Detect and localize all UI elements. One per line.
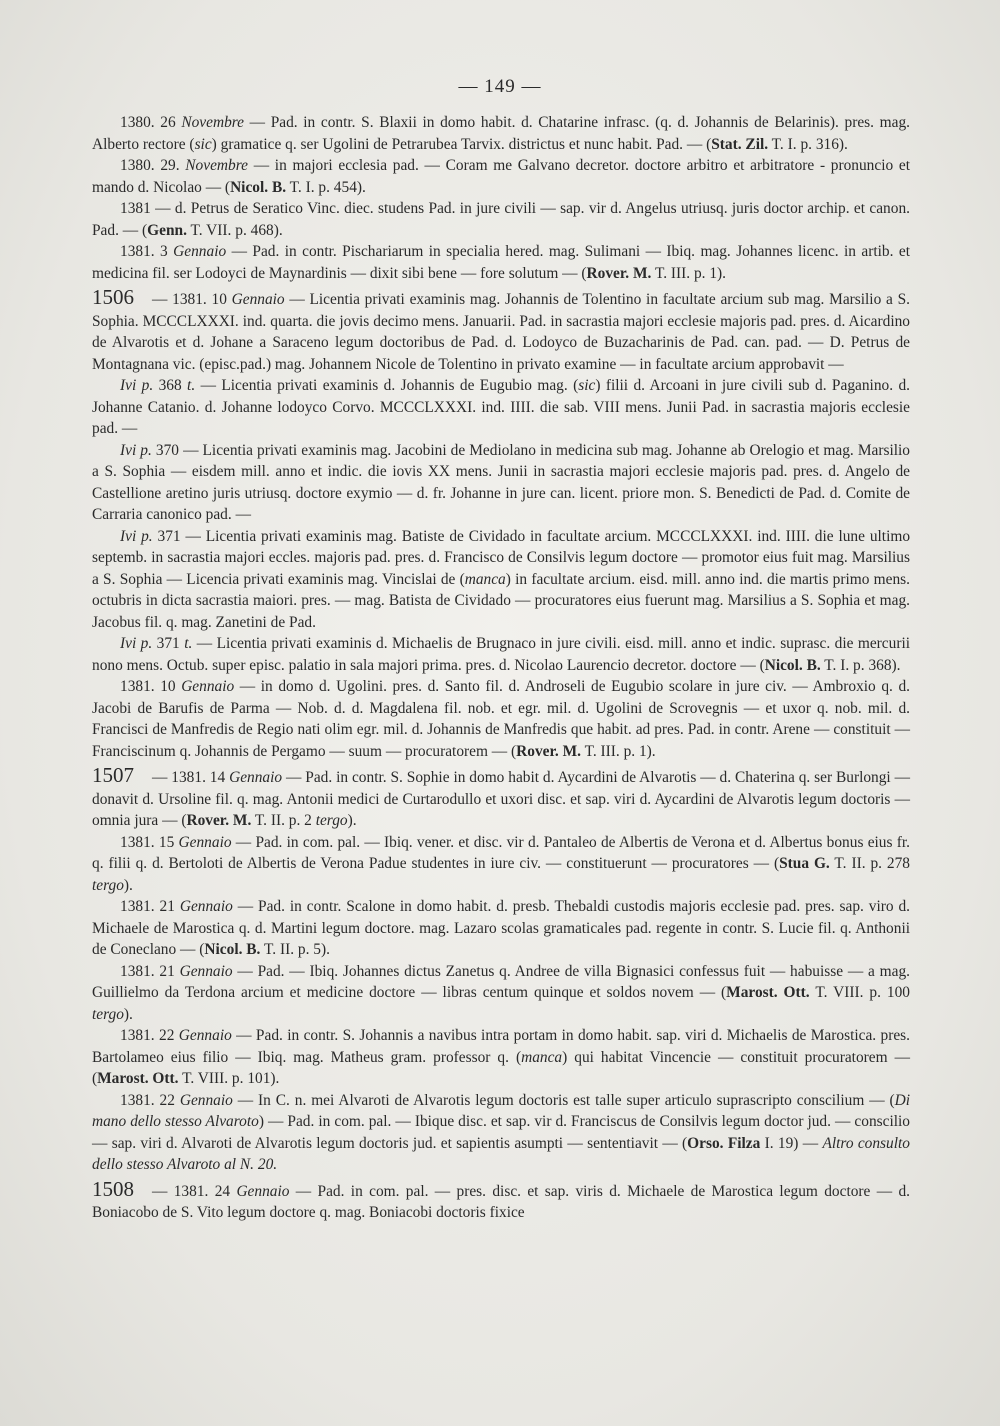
entry-text: — Licentia privati examinis d. Michaelis de Brugnaco in jure civili. eisd. mill. anno et indic. suprasc. die mercurii nono mens. Octub. super episc. palatio in sala majori prima. pres. d. Nicolao Laurencio decretor. doctore — ( — [92, 635, 911, 674]
entry-text: T. II. p. 5). — [260, 941, 330, 958]
italic-text: t. — [184, 635, 193, 652]
entry-text: ) — Pad. in com. pal. — Ibique disc. et sap. vir d. Franciscus de Consilvis legum doctor jud. — conscilio — sap. viri d. Alvaroti de Alvarotis legum doctoris jud. et sapientis asumpti — sententiavit — ( — [92, 1113, 910, 1152]
entry-text: — 1381. 24 — [152, 1182, 237, 1200]
entry-text: — Pad. in contr. S. Johannis a navibus intra portam in domo habit. sap. viri d. Michaelis de Marostica. pres. Bartolameo eius filio — Ibiq. mag. Matheus gram. professor q. ( — [92, 1027, 910, 1066]
page-number: — 149 — — [458, 76, 542, 97]
entry-number: 1508 — [92, 1176, 134, 1201]
entry-text: — Licentia privati examinis d. Johannis de Eugubio mag. ( — [195, 377, 579, 394]
italic-text: tergo — [92, 876, 124, 894]
italic-text: tergo — [92, 1005, 124, 1023]
document-entry — [92, 526, 910, 634]
entry-text: T. VII. p. 468). — [186, 221, 283, 239]
entry-text: 1380. 29. — [120, 157, 186, 174]
entry-text: 1381. 22 — [120, 1027, 179, 1044]
entry-text: ). — [123, 876, 133, 894]
entry-text: 1381. 15 — [120, 833, 179, 851]
entry-text: ). — [123, 1005, 133, 1023]
entry-text: T. II. p. 278 — [829, 855, 910, 872]
italic-text: Di mano dello stesso Alvaroto — [92, 1091, 911, 1130]
entry-text: 1380. 26 — [120, 114, 182, 131]
entry-text: ) gramatice q. ser Ugolini de Petrarubea Tarvix. districtus et nunc habit. Pad. — ( — [211, 135, 712, 153]
italic-text: Gennaio — [179, 1091, 233, 1109]
entry-text: ) filii d. Arcoani in jure civili sub d. Paganino. d. Johanne Catanio. d. Johanne lodoyco Corvo. MCCCLXXXI. ind. IIII. die sab. VIII mens. Junii Pad. in sacrastia majoris ecclesie pad. — — [92, 377, 910, 437]
entry-text: — Pad. in contr. S. Blaxii in domo habit. d. Chatarine infrasc. (q. d. Johannis de Belarinis). pres. mag. Alberto rectore ( — [92, 114, 910, 153]
italic-text: Novembre — [185, 157, 248, 174]
italic-text: Ivi p. — [120, 527, 153, 545]
italic-text: Gennaio — [236, 1182, 290, 1200]
italic-text: Gennaio — [229, 769, 283, 786]
entry-text: T. VIII. p. 100 — [809, 984, 910, 1001]
document-entry — [92, 241, 910, 284]
entry-text: — Pad. in contr. Pischariarum in specialia hered. mag. Sulimani — Ibiq. mag. Johannes licenc. in artib. et medicina fil. ser Lodoyci de Maynardinis — dixit sibi bene — fore solutum — ( — [92, 243, 910, 282]
document-body — [92, 112, 910, 1224]
entry-text: — Pad. in com. pal. — Ibiq. vener. et disc. vir d. Pantaleo de Albertis de Verona et d. Albertus bonus eius fr. q. filii q. d. Bertoloti de Albertis de Verona Padue studentes in iure civ. — constituerunt — procuratores — ( — [92, 833, 910, 872]
entry-text: 370 — Licentia privati examinis mag. Jacobini de Mediolano in medicina sub mag. Johanne ab Orelogio et mag. Marsilio a S. Sophia — eisdem mill. anno et indic. die iovis XX mens. Junii in sacrastia majori ecclesie majoris pad. pres. d. Angelo de Castellione aretino juris utriusq. doctore exymio — d. fr. Johanne in jure can. licent. priore mon. S. Benedicti de Pad. d. Comite de Carraria canonico pad. — — [92, 441, 910, 523]
source-citation: Nicol. B. — [764, 656, 821, 674]
entry-text: T. III. p. 1). — [651, 264, 727, 282]
entry-text: T. I. p. 316). — [768, 135, 848, 153]
source-citation: Stua G. — [779, 855, 830, 872]
italic-text: Gennaio — [173, 243, 227, 260]
italic-text: Gennaio — [179, 898, 233, 915]
document-entry — [92, 1025, 910, 1090]
entry-text: 371 — [152, 635, 185, 652]
entry-text: — Pad. in contr. S. Sophie in domo habit d. Aycardini de Alvarotis — d. Chaterina q. ser Burlongi — donavit d. Ursoline fil. q. mag. Antonii medici de Curtarodullo et uxori disc. et sap. viri d. Aycardini de Alvarotis legum doctoris — omnia jura — ( — [92, 769, 910, 829]
source-citation: Stat. Zil. — [711, 135, 769, 153]
entry-text: 1381. 3 — [120, 243, 174, 260]
entry-text: 1381. 10 — [120, 678, 182, 695]
entry-text: — in domo d. Ugolini. pres. d. Santo fil. d. Androseli de Eugubio scolare in jure civ. — Ambroxio q. d. Jacobi de Barufis de Parma — Nob. d. d. Magdalena fil. nob. et egr. mil. d. Ugolini de Scrovegnis — et uxor q. nob. mil. d. Francisci de Manfredis de Regio nati olim egr. mil. d. Johannis de Manfredis que habit. ad pres. Pad. in contr. Arene — constituit — Franciscinum q. Johannis de Pergamo — suum — procuratorem — ( — [92, 678, 910, 760]
document-entry — [92, 287, 910, 375]
entry-text: 368 — [153, 377, 188, 394]
italic-text: Ivi p. — [120, 377, 154, 394]
entry-text: ) in facultate arcium. eisd. mill. anno ind. die martis primo mens. octubris in dicta sacrastia maiori. pres. — mag. Batista de Cividado — procuratores eius fuerunt mag. Marsilius a S. Sophia et mag. Jacobus fil. q. mag. Zanetini de Pad. — [92, 570, 910, 631]
source-citation: Marost. Ott. — [726, 984, 810, 1001]
document-entry — [92, 375, 910, 440]
entry-text: 1381. 21 — [120, 962, 180, 980]
source-citation: Nicol. B. — [204, 941, 261, 958]
source-citation: Nicol. B. — [230, 178, 287, 196]
entry-text: 1381. 21 — [120, 898, 180, 915]
entry-text: — 1381. 14 — [152, 769, 230, 786]
entry-text: T. VIII. p. 101). — [178, 1070, 280, 1087]
entry-number: 1506 — [92, 285, 134, 309]
source-citation: Orso. Filza — [687, 1134, 761, 1152]
entry-text: 371 — Licentia privati examinis mag. Batiste de Cividado in facultate arcium. MCCCLXXXI. ind. IIII. die lune ultimo septemb. in sacrastia majori eccles. majoris pad. pres. d. Francisco de Consilvis legum doctore — promotor eius fuit mag. Marsilius a S. Sophia — Licencia privati examinis mag. Vincislai de ( — [92, 527, 911, 588]
entry-text: 1381. 22 — [120, 1091, 180, 1109]
document-entry — [92, 440, 910, 526]
entry-text: — Pad. in contr. Scalone in domo habit. d. presb. Thebaldi custodis majoris ecclesie pad. pres. sap. viro d. Michaele de Marostica q. d. Martini legum doctore. mag. Lazaro scolas gramaticales pad. regente in contr. S. Lucie fil. q. Anthonii de Coneclano — ( — [92, 898, 910, 958]
italic-text: sic — [578, 377, 596, 394]
entry-text: — Licentia privati examinis mag. Johannis de Tolentino in facultate arcium sub mag. Marsilio a S. Sophia. MCCCLXXXI. ind. quarta. die jovis decimo mens. Januarii. Pad. in sacrastia majori ecclesie majoris pad. pres. d. Aicardino de Alvarotis et d. Johane a Saraceno legum doctoribus de Pad. d. Lodoyco de Buzacharinis de Pad. can. pad. — D. Petrus de Montagnana vic. (episc.pad.) mag. Johannem Nicole de Tolentino in privato examine — in facultate arcium approbavit — — [92, 291, 910, 373]
source-citation: Rover. M. — [586, 264, 652, 282]
entry-text: — In C. n. mei Alvaroti de Alvarotis legum doctoris est talle super articulo suprascripto conscilium — ( — [232, 1091, 895, 1109]
italic-text: Gennaio — [231, 291, 285, 308]
document-entry — [92, 765, 910, 832]
italic-text: sic — [194, 135, 212, 153]
italic-text: tergo — [315, 812, 348, 829]
entry-text: T. III. p. 1). — [581, 742, 656, 760]
document-entry — [92, 676, 910, 762]
entry-text: — in majori ecclesia pad. — Coram me Galvano decretor. doctore arbitro et arbitratore - pronuncio et mando d. Nicolao — ( — [92, 157, 910, 196]
document-entry — [92, 832, 910, 897]
entry-text: — Pad. in com. pal. — pres. disc. et sap. viris d. Michaele de Marostica legum doctore — d. Boniacobo de S. Vito legum doctore q. mag. Boniacobi doctoris fixice — [92, 1182, 910, 1221]
document-entry — [92, 1176, 910, 1224]
entry-text: ). — [347, 812, 357, 829]
italic-text: Gennaio — [178, 833, 232, 851]
italic-text: manca — [464, 570, 506, 588]
document-entry — [92, 896, 910, 961]
entry-text: 1381 — d. Petrus de Seratico Vinc. diec. studens Pad. in jure civili — sap. vir d. Angelus utriusq. juris doctor archip. et canon. Pad. — ( — [92, 200, 910, 239]
italic-text: Gennaio — [178, 1027, 232, 1044]
italic-text: Altro consulto dello stesso Alvaroto al N. 20. — [92, 1134, 910, 1173]
source-citation: Rover. M. — [516, 742, 581, 760]
entry-text: T. II. p. 2 — [251, 812, 316, 829]
document-entry — [92, 155, 910, 198]
italic-text: Ivi p. — [120, 441, 152, 459]
document-entry — [92, 112, 910, 155]
entry-text: T. I. p. 454). — [286, 178, 366, 196]
source-citation: Marost. Ott. — [97, 1070, 179, 1087]
italic-text: t. — [187, 377, 196, 394]
entry-text: I. 19) — — [760, 1134, 823, 1152]
entry-text: ) qui habitat Vincencie — constituit procuratorem — ( — [92, 1048, 910, 1087]
document-entry — [92, 198, 910, 241]
entry-text: — Pad. — Ibiq. Johannes dictus Zanetus q. Andree de villa Bignasici confessus fuit — habuisse — a mag. Guillielmo da Terdona arcium et medicine doctore — libras centum quinque et soldos novem — ( — [92, 962, 910, 1001]
source-citation: Genn. — [147, 221, 187, 239]
italic-text: Ivi p. — [120, 635, 153, 652]
document-entry — [92, 1090, 910, 1176]
italic-text: Gennaio — [179, 962, 233, 980]
source-citation: Rover. M. — [186, 812, 252, 829]
entry-text: T. I. p. 368). — [820, 656, 901, 674]
entry-text: — 1381. 10 — [152, 291, 232, 308]
italic-text: Novembre — [181, 114, 245, 131]
italic-text: manca — [521, 1048, 563, 1066]
document-entry — [92, 633, 910, 676]
document-entry — [92, 961, 910, 1026]
entry-number: 1507 — [92, 763, 134, 787]
italic-text: Gennaio — [181, 678, 235, 695]
